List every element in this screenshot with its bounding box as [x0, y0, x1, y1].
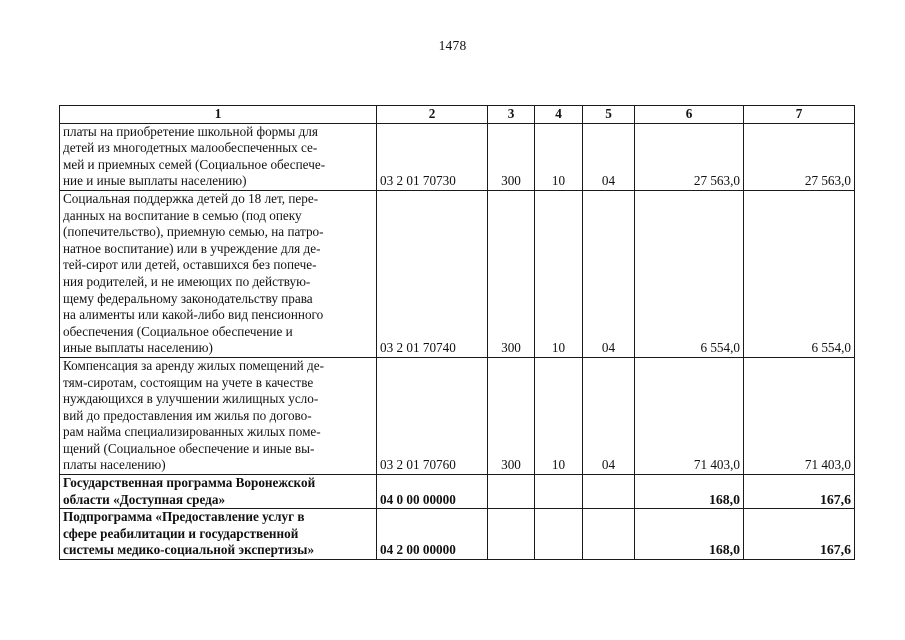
description-line: щений (Социальное обеспечение и иные вы- [63, 440, 315, 456]
table-row-program [60, 475, 855, 509]
description-line: обеспечения (Социальное обеспечение и [63, 323, 293, 339]
description-line: вий до предоставления им жилья по догово- [63, 407, 312, 423]
description-line: нуждающихся в улучшении жилищных усло- [63, 391, 319, 407]
description-line: на алименты или какой-либо вид пенсионного [63, 307, 324, 323]
subsection-code [583, 475, 635, 509]
amount-col-6: 168,0 [635, 509, 744, 560]
column-header-2: 2 [377, 106, 488, 124]
description-line: ния родителей, и не имеющих по действую- [63, 273, 311, 289]
subsection-code: 04 [583, 190, 635, 357]
amount-col-6: 27 563,0 [635, 123, 744, 190]
column-header-7: 7 [744, 106, 855, 124]
column-header-1: 1 [60, 106, 377, 124]
row-description [60, 190, 377, 357]
target-article-code: 03 2 01 70730 [377, 123, 488, 190]
expense-type-code: 300 [488, 123, 535, 190]
description-line: платы на приобретение школьной формы для [63, 123, 318, 139]
row-description [60, 123, 377, 190]
amount-col-6: 168,0 [635, 475, 744, 509]
description-line: щему федеральному законодательству права [63, 290, 313, 306]
column-header-6: 6 [635, 106, 744, 124]
column-header-5: 5 [583, 106, 635, 124]
expense-type-code: 300 [488, 357, 535, 474]
description-line: сфере реабилитации и государственной [63, 525, 299, 541]
column-header-3: 3 [488, 106, 535, 124]
section-code: 10 [535, 357, 583, 474]
description-line: детей из многодетных малообеспеченных се- [63, 140, 318, 156]
description-line: тей-сирот или детей, оставшихся без попече- [63, 257, 317, 273]
description-line: натное воспитание) или в учреждение для де- [63, 240, 321, 256]
description-line: Подпрограмма «Предоставление услуг в [63, 509, 305, 525]
amount-col-7: 167,6 [744, 509, 855, 560]
table-row-subprogram [60, 509, 855, 560]
description-line: (попечительство), приемную семью, на патро- [63, 224, 324, 240]
amount-col-6: 6 554,0 [635, 190, 744, 357]
subsection-code [583, 509, 635, 560]
description-line: тям-сиротам, состоящим на учете в качестве [63, 374, 314, 390]
table-row [60, 190, 855, 357]
description-line: рам найма специализированных жилых поме- [63, 424, 321, 440]
page-number: 1478 [438, 38, 467, 53]
row-description [60, 357, 377, 474]
row-description [60, 475, 377, 509]
table-header-row [60, 106, 855, 124]
amount-col-7: 167,6 [744, 475, 855, 509]
amount-col-7: 71 403,0 [744, 357, 855, 474]
section-code [535, 475, 583, 509]
target-article-code: 04 0 00 00000 [377, 475, 488, 509]
section-code: 10 [535, 123, 583, 190]
description-line: области «Доступная среда» [63, 491, 226, 507]
subsection-code: 04 [583, 123, 635, 190]
table-row [60, 123, 855, 190]
table-row [60, 357, 855, 474]
description-line: платы населению) [63, 457, 166, 473]
description-line: иные выплаты населению) [63, 340, 213, 356]
section-code [535, 509, 583, 560]
subsection-code: 04 [583, 357, 635, 474]
expense-type-code: 300 [488, 190, 535, 357]
description-line: ние и иные выплаты населению) [63, 173, 247, 189]
description-line: Государственная программа Воронежской [63, 475, 316, 491]
budget-table [59, 105, 855, 560]
target-article-code: 03 2 01 70760 [377, 357, 488, 474]
description-line: системы медико-социальной экспертизы» [63, 542, 315, 558]
description-line: данных на воспитание в семью (под опеку [63, 207, 302, 223]
section-code: 10 [535, 190, 583, 357]
description-line: Социальная поддержка детей до 18 лет, пере- [63, 190, 319, 206]
expense-type-code [488, 475, 535, 509]
description-line: Компенсация за аренду жилых помещений де- [63, 357, 324, 373]
expense-type-code [488, 509, 535, 560]
row-description [60, 509, 377, 560]
column-header-4: 4 [535, 106, 583, 124]
description-line: мей и приемных семей (Социальное обеспече- [63, 156, 326, 172]
target-article-code: 03 2 01 70740 [377, 190, 488, 357]
amount-col-7: 6 554,0 [744, 190, 855, 357]
amount-col-6: 71 403,0 [635, 357, 744, 474]
target-article-code: 04 2 00 00000 [377, 509, 488, 560]
amount-col-7: 27 563,0 [744, 123, 855, 190]
